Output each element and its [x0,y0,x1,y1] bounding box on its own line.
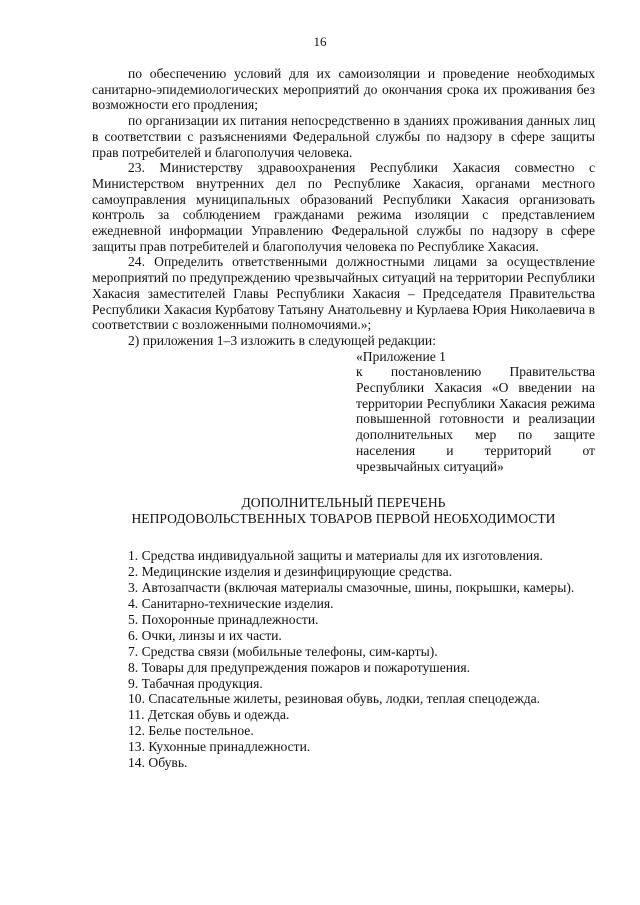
list-title-line-1: ДОПОЛНИТЕЛЬНЫЙ ПЕРЕЧЕНЬ [241,495,446,511]
appendix-heading: «Приложение 1 [356,348,446,364]
list-item: 1. Средства индивидуальной защиты и материалы для их изготовления. [128,548,543,564]
document-body [92,66,595,771]
list-item: 3. Автозапчасти (включая материалы смазочные, шины, покрышки, камеры). [128,580,575,596]
list-item: 4. Санитарно-технические изделия. [128,596,334,611]
list-item: 14. Обувь. [128,755,188,771]
list-item: 10. Спасательные жилеты, резиновая обувь, лодки, теплая спецодежда. [128,691,541,707]
list-item: 7. Средства связи (мобильные телефоны, сим-карты). [128,643,438,659]
goods-list [92,548,595,771]
list-item: 12. Белье постельное. [128,723,254,739]
list-item: 2. Медицинские изделия и дезинфицирующие средства. [128,564,453,580]
list-item: 13. Кухонные принадлежности. [128,739,311,755]
list-title-line-2: НЕПРОДОВОЛЬСТВЕННЫХ ТОВАРОВ ПЕРВОЙ НЕОБХОДИМОСТИ [131,511,556,527]
list-item: 9. Табачная продукция. [128,675,263,691]
paragraph: 23. Министерству здравоохранения Республики Хакасия совместно с Министерством внутренних дел по Республике Хакасия, органами местного самоуправления муниципальных образований Республики Хакасия организовать контроль за соблюдением гражданами режима изоляции с представлением ежедневной информации Управлению Федеральной службы по надзору в сфере защиты прав потребителей и благополучия человека по Республике Хакасия. [92,160,595,254]
paragraph: по обеспечению условий для их самоизоляции и проведение необходимых санитарно-эпидемиологических мероприятий до окончания срока их проживания без возможности его продления; [92,66,595,113]
page-number: 16 [313,34,327,49]
appendix-reference [356,349,595,475]
paragraph: 24. Определить ответственными должностными лицами за осуществление мероприятий по предупреждению чрезвычайных ситуаций на территории Республики Хакасия заместителей Главы Республики Хакасия – Председателя Правительства Республики Хакасия Курбатову Татьяну Анатольевну и Курлаева Юрия Николаевича в соответствии с возложенными полномочиями.»; [92,254,595,333]
list-item: 6. Очки, линзы и их части. [128,627,282,643]
list-item: 11. Детская обувь и одежда. [128,707,290,723]
paragraph: по организации их питания непосредственно в зданиях проживания данных лиц в соответствии с разъяснениями Федеральной службы по надзору в сфере защиты прав потребителей и благополучия человека. [92,113,595,160]
paragraph: 2) приложения 1–3 изложить в следующей редакции: [128,332,436,348]
list-item: 8. Товары для предупреждения пожаров и пожаротушения. [128,659,470,675]
list-title [92,495,595,527]
list-item: 5. Похоронные принадлежности. [128,611,319,627]
appendix-text: к постановлению Правительства Республики Хакасия «О введении на территории Республики Хакасия режима повышенной готовности и реализации дополнительных мер по защите населения и территорий от чрезвычайных ситуаций» [356,364,595,474]
